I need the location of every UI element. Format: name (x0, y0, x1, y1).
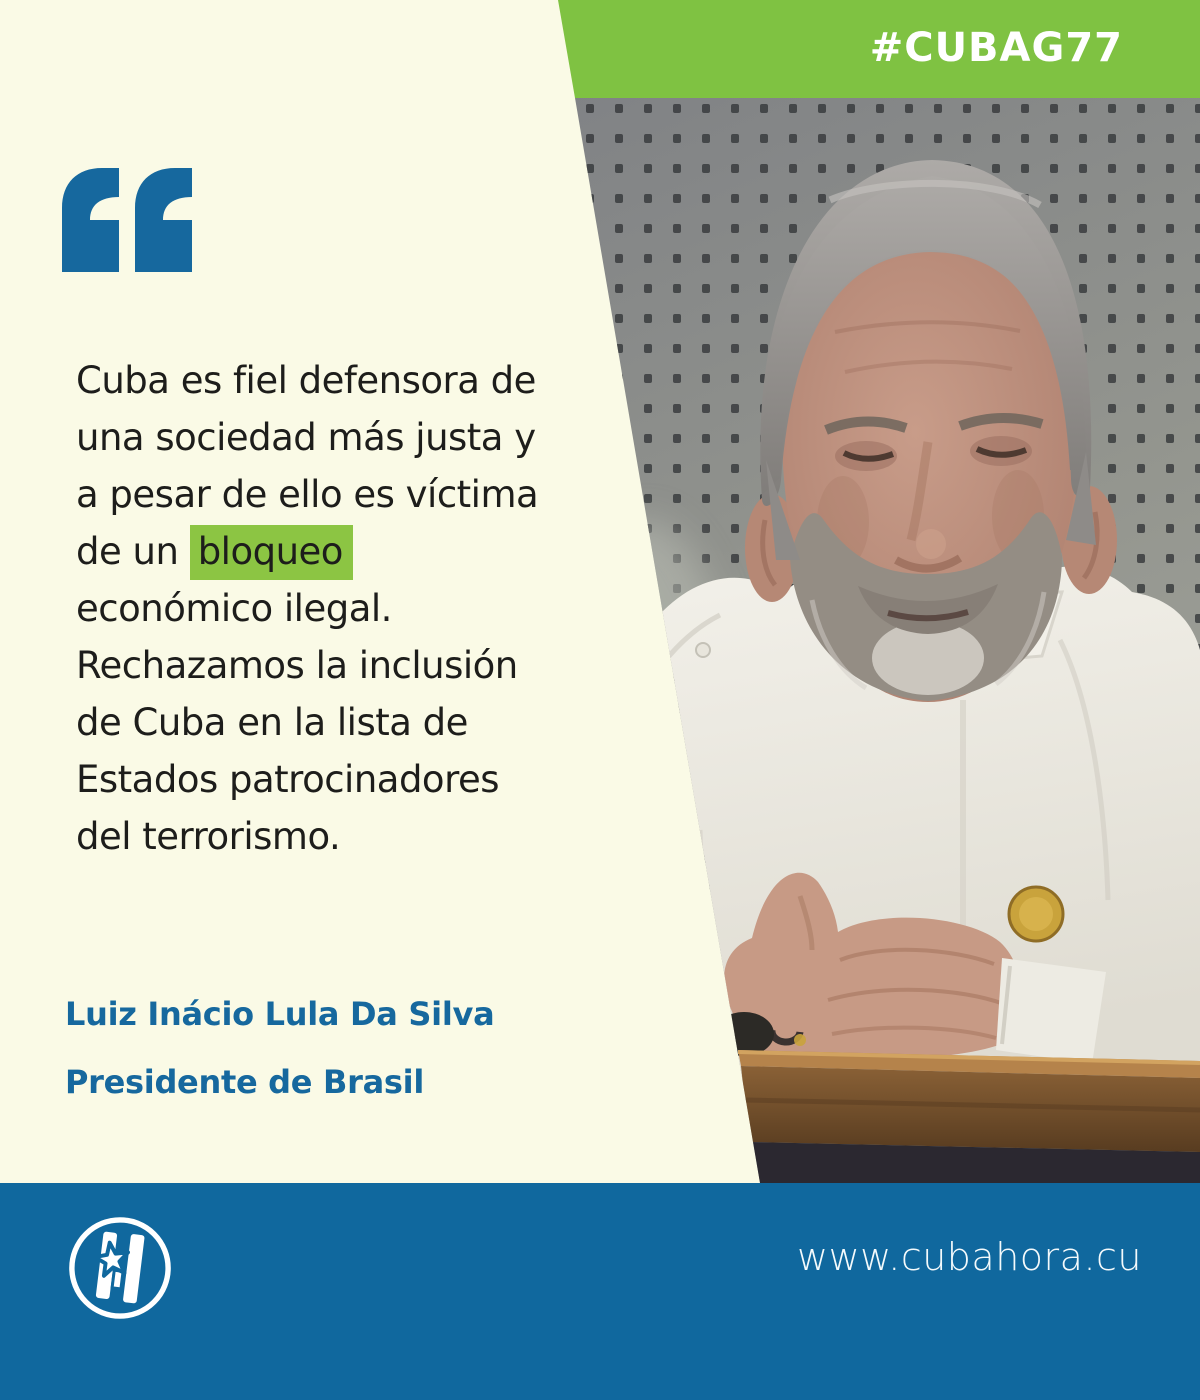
quote-line: a pesar de ello es víctima (76, 473, 539, 516)
footer-bar (0, 1183, 1200, 1400)
quote-line: económico ilegal. (76, 587, 392, 630)
website-url: www.cubahora.cu (797, 1235, 1143, 1279)
quote-line: de Cuba en la lista de (76, 701, 468, 744)
quote-line: una sociedad más justa y (76, 416, 536, 459)
attribution-role: Presidente de Brasil (65, 1063, 424, 1101)
quote-line: Estados patrocinadores (76, 758, 500, 801)
quote-line: Rechazamos la inclusión (76, 644, 518, 687)
quote-line: Cuba es fiel defensora de (76, 359, 536, 402)
photo-region (550, 90, 1200, 1190)
attribution-name: Luiz Inácio Lula Da Silva (65, 995, 495, 1033)
quote-line: de un bloqueo (76, 523, 538, 580)
quote-line: del terrorismo. (76, 815, 341, 858)
attribution (65, 980, 494, 1116)
gold-pin (1009, 887, 1063, 941)
highlighted-word: bloqueo (190, 525, 353, 580)
hashtag-label: #CUBAG77 (869, 25, 1123, 71)
quote-text (76, 352, 538, 865)
cubahora-logo-icon (66, 1214, 174, 1322)
microphone-base (714, 1012, 774, 1056)
shirt-cuff (996, 958, 1106, 1064)
podium (738, 1050, 1200, 1183)
quote-mark-icon (62, 168, 194, 274)
